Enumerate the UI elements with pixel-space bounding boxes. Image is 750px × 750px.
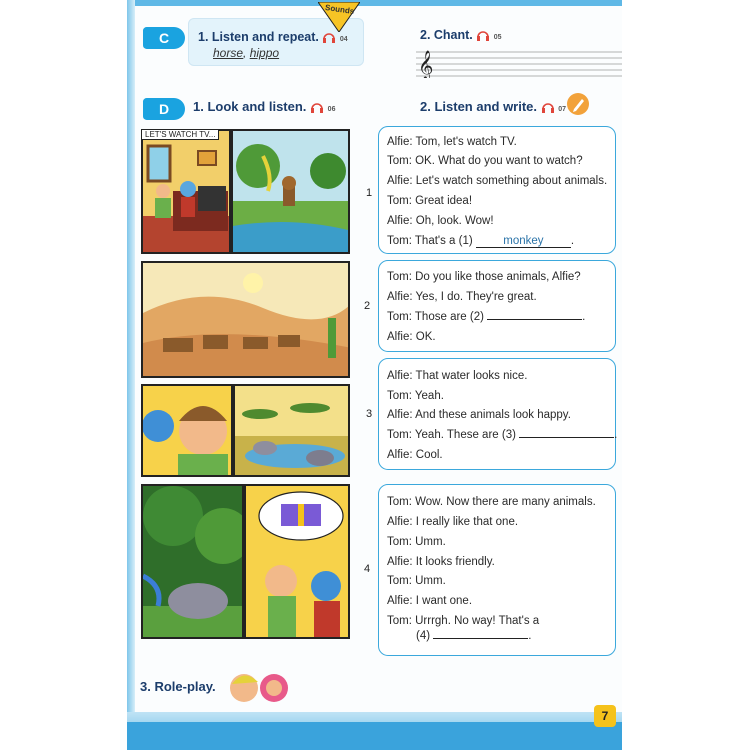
character-faces-icon [228,670,300,706]
track-number: 05 [493,34,502,41]
comic-panel-2-desert [141,261,350,378]
answer-blank-4[interactable] [433,638,528,639]
word-separator: , [243,46,250,60]
dialogue-line: Tom: Great idea! [387,195,473,207]
dialogue-line: Alfie: Cool. [387,449,443,461]
dialogue-line-with-blank [387,429,617,441]
panel-caption: LET'S WATCH TV... [141,129,219,140]
listen-write-label: 2. Listen and write. [420,99,538,114]
pencil-icon [567,93,589,115]
blank-prefix: Tom: That's a (1) [387,235,476,247]
blank-prefix: Tom: Those are (2) [387,311,488,323]
dialogue-line-with-blank [387,235,574,248]
track-number: 06 [327,106,336,113]
role-play-title: 3. Role-play. [140,679,216,694]
chant-title [420,28,502,42]
item-number-4: 4 [364,563,371,575]
dialogue-line: Alfie: Let's watch something about animals. [387,175,608,187]
listen-write-title [420,99,566,114]
dialogue-line: Alfie: Oh, look. Wow! [387,215,494,227]
dialogue-line: Tom: Urrrgh. No way! That's a [387,615,540,627]
dialogue-line: Tom: Umm. [387,575,446,587]
blank-prefix: Tom: Yeah. These are (3) [387,429,520,441]
page-left-edge [127,0,135,750]
listen-repeat-title [198,30,348,44]
comic-panel-1-living-room [141,129,231,254]
word-hippo: hippo [249,46,280,60]
look-listen-title [193,99,335,114]
dialogue-line: Tom: Wow. Now there are many animals. [387,496,596,508]
dialogue-line: Tom: Yeah. [387,390,444,402]
listen-repeat-label: 1. Listen and repeat. [198,30,319,44]
dialogue-line: Alfie: And these animals look happy. [387,409,571,421]
dialogue-line: Tom: Do you like those animals, Alfie? [387,271,581,283]
comic-panel-1-jungle [231,129,350,254]
item-number-2: 2 [364,300,371,312]
answer-blank-1[interactable]: monkey [476,235,571,248]
word-horse: horse [213,46,244,60]
item-number-1: 1 [366,187,373,199]
svg-text:𝄞: 𝄞 [418,51,434,78]
dialogue-line: Tom: Umm. [387,536,446,548]
dialogue-line: Tom: OK. What do you want to watch? [387,155,583,167]
section-d-badge: D [143,98,185,120]
comic-panel-4-characters [244,484,350,639]
blank-suffix: . [614,429,618,441]
sounds-tab-label: Sounds [324,3,355,16]
dialogue-line: Alfie: OK. [387,331,436,343]
dialogue-line-with-blank [387,311,585,323]
comic-panel-3-savanna [233,384,350,477]
comic-panel-4-jungle [141,484,244,639]
headphones-icon[interactable] [476,30,490,42]
blank-suffix: . [582,311,586,323]
look-listen-label: 1. Look and listen. [193,99,307,114]
track-number: 04 [339,36,348,43]
dialogue-line: Alfie: It looks friendly. [387,556,495,568]
blank-suffix: . [528,630,532,642]
item-number-3: 3 [366,408,373,420]
top-strip [127,0,622,6]
dialogue-line: Alfie: I really like that one. [387,516,519,528]
dialogue-line-with-blank [416,630,531,642]
bottom-edge [127,722,622,750]
chant-label: 2. Chant. [420,28,473,42]
music-staff [416,46,622,78]
blank-suffix: . [570,235,575,247]
dialogue-line: Alfie: That water looks nice. [387,370,528,382]
dialogue-line: Alfie: Yes, I do. They're great. [387,291,537,303]
comic-panel-3-characters [141,384,233,477]
track-number: 07 [558,106,567,113]
section-c-badge: C [143,27,185,49]
headphones-icon[interactable] [322,32,336,44]
dialogue-line: Alfie: Tom, let's watch TV. [387,136,517,148]
sound-words [213,46,279,60]
dialogue-line: Alfie: I want one. [387,595,473,607]
blank-prefix: (4) [416,630,434,642]
headphones-icon[interactable] [541,102,555,114]
page-number: 7 [594,705,616,727]
headphones-icon[interactable] [310,102,324,114]
answer-blank-3[interactable] [519,437,614,438]
answer-blank-2[interactable] [487,319,582,320]
